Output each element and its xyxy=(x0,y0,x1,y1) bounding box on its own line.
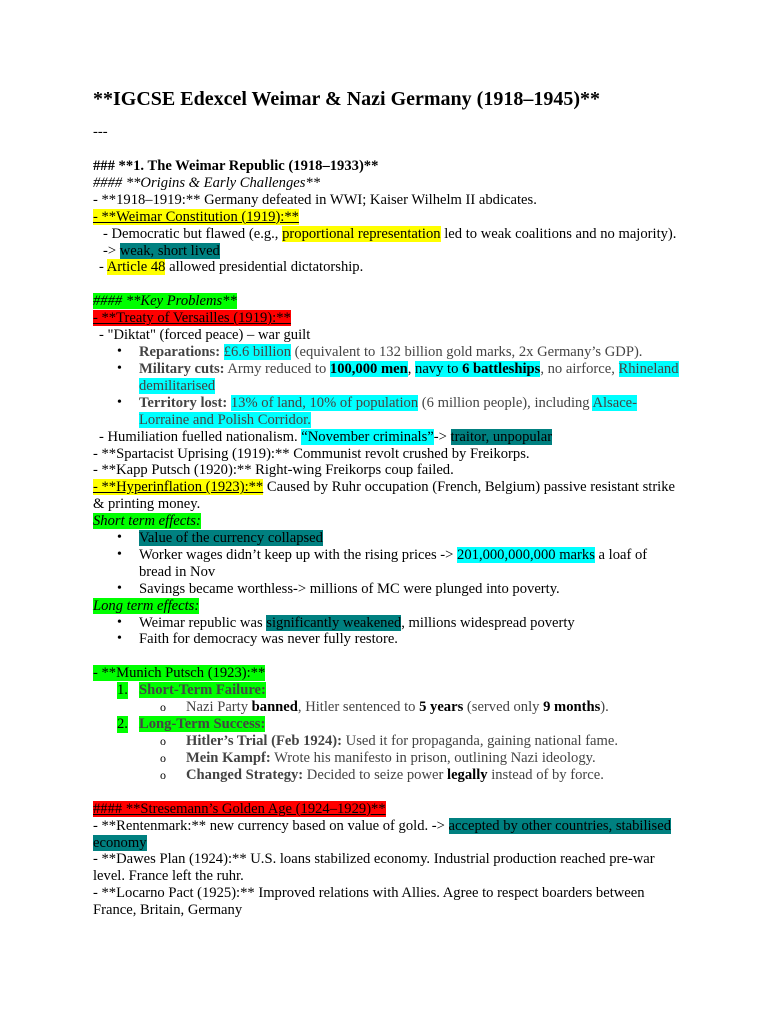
list-item-changed-strategy: o Changed Strategy: Decided to seize power legally instead of by force. xyxy=(186,767,681,784)
list-item-long-term-success: 2. Long-Term Success: xyxy=(117,716,266,733)
horizontal-rule-marker: --- xyxy=(93,124,108,140)
list-item-military-cuts: • Military cuts: Army reduced to 100,000 men, navy to 6 battleships, no airforce, Rhineland demilitarised xyxy=(139,361,681,395)
list-item-faith-democracy: • Faith for democracy was never fully restore. xyxy=(139,631,681,648)
line-1918-1919: - **1918–1919:** Germany defeated in WWI; Kaiser Wilhelm II abdicates. xyxy=(93,191,537,208)
line-rentenmark: - **Rentenmark:** new currency based on value of gold. -> accepted by other countries, stabilised economy xyxy=(93,817,672,851)
short-term-failure-list xyxy=(93,699,681,716)
line-article-48: - Article 48 allowed presidential dictatorship. xyxy=(99,259,364,276)
document-title: **IGCSE Edexcel Weimar & Nazi Germany (1918–1945)** xyxy=(93,88,600,110)
list-item-currency-collapsed: • Value of the currency collapsed xyxy=(139,530,681,547)
subheading-origins: #### **Origins & Early Challenges** xyxy=(93,174,321,191)
list-item-territory-lost: • Territory lost: 13% of land, 10% of population (6 million people), including Alsace-Lorraine and Polish Corridor. xyxy=(139,395,681,429)
list-item-short-term-failure: 1. Short-Term Failure: xyxy=(117,682,266,699)
line-locarno-pact: - **Locarno Pact (1925):** Improved relations with Allies. Agree to respect boarders between France, Britain, Germany xyxy=(93,885,645,919)
subheading-key-problems: #### **Key Problems** xyxy=(93,293,237,310)
line-diktat: - "Diktat" (forced peace) – war guilt xyxy=(99,327,311,344)
line-treaty-of-versailles: - **Treaty of Versailles (1919):** xyxy=(93,310,291,327)
subheading-stresemann-golden-age: #### **Stresemann’s Golden Age (1924–1929)** xyxy=(93,800,386,817)
list-item-savings-worthless: • Savings became worthless-> millions of MC were plunged into poverty. xyxy=(139,581,681,598)
short-term-effects-list xyxy=(93,530,681,598)
list-item-nazi-party-banned: o Nazi Party banned, Hitler sentenced to 5 years (served only 9 months). xyxy=(186,699,681,716)
line-weimar-constitution: - **Weimar Constitution (1919):** xyxy=(93,208,299,225)
document-content xyxy=(93,86,681,919)
list-item-hitlers-trial: o Hitler’s Trial (Feb 1924): Used it for propaganda, gaining national fame. xyxy=(186,733,681,750)
munich-outcomes-list-2 xyxy=(93,716,681,733)
list-item-mein-kampf: o Mein Kampf: Wrote his manifesto in prison, outlining Nazi ideology. xyxy=(186,750,681,767)
list-item-worker-wages: • Worker wages didn’t keep up with the rising prices -> 201,000,000,000 marks a loaf of bread in Nov xyxy=(139,547,681,581)
section-heading-weimar-republic: ### **1. The Weimar Republic (1918–1933)** xyxy=(93,158,379,174)
line-munich-putsch: - **Munich Putsch (1923):** xyxy=(93,665,266,682)
munich-outcomes-list xyxy=(93,682,681,699)
line-dawes-plan: - **Dawes Plan (1924):** U.S. loans stabilized economy. Industrial production reached pre-war level. France left the ruhr. xyxy=(93,851,655,885)
long-term-success-list xyxy=(93,733,681,784)
versailles-terms-list xyxy=(93,344,681,429)
label-long-term-effects: Long term effects: xyxy=(93,597,200,614)
line-spartacist-uprising: - **Spartacist Uprising (1919):** Communist revolt crushed by Freikorps. xyxy=(93,445,530,462)
line-kapp-putsch: - **Kapp Putsch (1920):** Right-wing Freikorps coup failed. xyxy=(93,462,454,479)
list-item-weimar-weakened: • Weimar republic was significantly weakened, millions widespread poverty xyxy=(139,615,681,632)
list-item-reparations: • Reparations: £6.6 billion (equivalent to 132 billion gold marks, 2x Germany’s GDP). xyxy=(139,344,681,361)
line-democratic-flawed: - Democratic but flawed (e.g., proportional representation led to weak coalitions and no majority). -> weak, short lived xyxy=(103,225,677,259)
line-humiliation: - Humiliation fuelled nationalism. “November criminals”-> traitor, unpopular xyxy=(99,428,553,445)
long-term-effects-list xyxy=(93,615,681,649)
line-hyperinflation: - **Hyperinflation (1923):** Caused by Ruhr occupation (French, Belgium) passive resistant strike & printing money. xyxy=(93,479,676,513)
label-short-term-effects: Short term effects: xyxy=(93,513,201,530)
